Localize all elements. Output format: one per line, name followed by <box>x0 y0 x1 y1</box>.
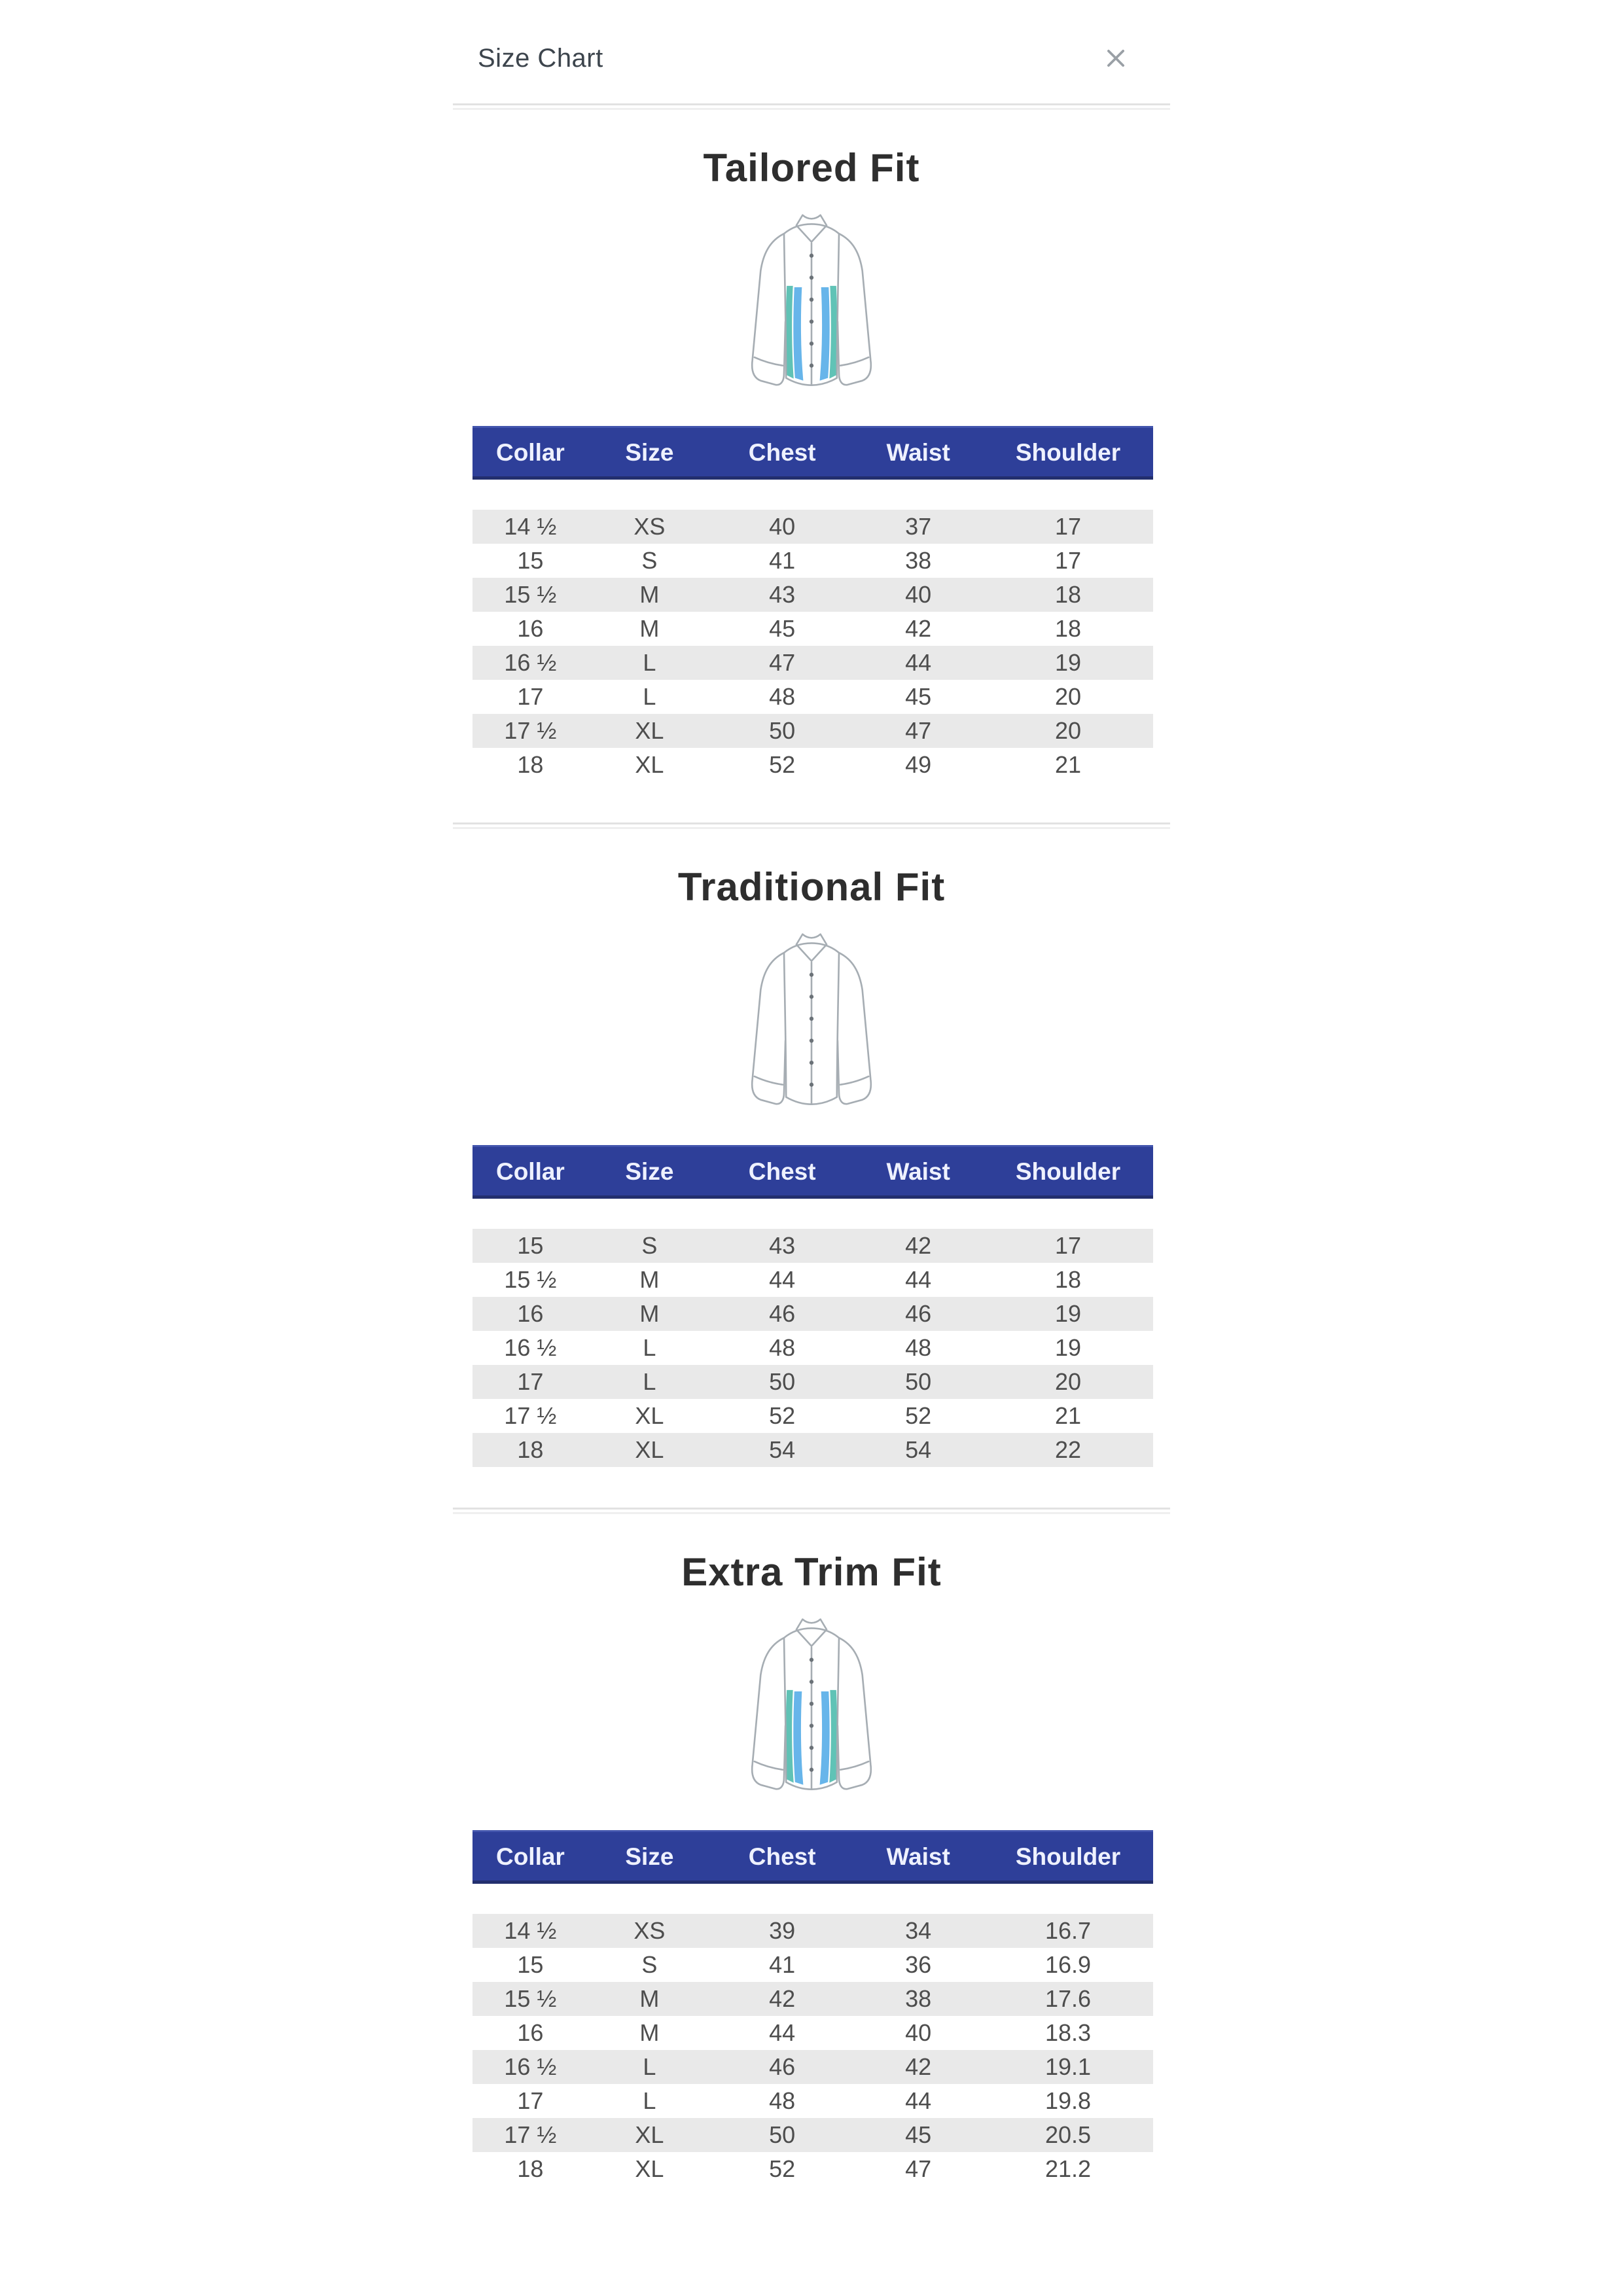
cell-chest: 41 <box>769 1951 796 1978</box>
cell-waist: 42 <box>905 1232 932 1259</box>
cell-shoulder: 19.1 <box>1044 2053 1092 2080</box>
shirt-illustration <box>453 205 1170 414</box>
cell-collar: 15 <box>517 547 544 574</box>
cell-waist: 44 <box>905 2087 932 2114</box>
fit-section <box>453 1549 1170 2186</box>
table-gap-row <box>473 480 1153 510</box>
cell-size: M <box>639 581 660 608</box>
cell-shoulder: 20 <box>1054 1368 1081 1395</box>
size-row <box>473 2050 1153 2084</box>
cell-collar: 16 ½ <box>504 1334 557 1361</box>
cell-waist: 38 <box>905 547 932 574</box>
cell-chest: 41 <box>769 547 796 574</box>
cell-chest: 48 <box>769 683 796 710</box>
cell-waist: 34 <box>905 1917 932 1944</box>
cell-chest: 54 <box>769 1436 796 1463</box>
size-row <box>473 544 1153 578</box>
cell-waist: 45 <box>905 2121 932 2148</box>
cell-size: S <box>641 547 658 574</box>
size-row <box>473 1229 1153 1263</box>
table-gap-row <box>473 1884 1153 1914</box>
cell-waist: 40 <box>905 2019 932 2046</box>
table-header-row <box>473 1145 1153 1199</box>
size-table <box>473 1145 1153 1467</box>
size-row <box>473 646 1153 680</box>
cell-chest: 39 <box>769 1917 796 1944</box>
size-row <box>473 1297 1153 1331</box>
cell-waist: 42 <box>905 615 932 642</box>
cell-collar: 16 <box>517 2019 544 2046</box>
cell-shoulder: 17 <box>1054 1232 1081 1259</box>
cell-size: XS <box>633 1917 666 1944</box>
cell-shoulder: 20 <box>1054 683 1081 710</box>
cell-size: XL <box>635 2155 664 2182</box>
size-row <box>473 1399 1153 1433</box>
cell-waist: 38 <box>905 1985 932 2012</box>
size-row <box>473 2152 1153 2186</box>
modal-title: Size Chart <box>478 43 603 73</box>
cell-chest: 47 <box>769 649 796 676</box>
size-row <box>473 714 1153 748</box>
cell-waist: 44 <box>905 649 932 676</box>
cell-shoulder: 20 <box>1054 717 1081 744</box>
table-body <box>473 1229 1153 1467</box>
cell-size: XL <box>635 1436 664 1463</box>
size-row <box>473 2084 1153 2118</box>
cell-chest: 46 <box>769 1300 796 1327</box>
cell-collar: 17 <box>517 683 544 710</box>
cell-chest: 52 <box>769 2155 796 2182</box>
cell-waist: 46 <box>905 1300 932 1327</box>
cell-shoulder: 19 <box>1054 1300 1081 1327</box>
cell-collar: 15 ½ <box>504 1985 557 2012</box>
cell-waist: 47 <box>905 717 932 744</box>
table-header-row <box>473 426 1153 480</box>
cell-shoulder: 16.7 <box>1044 1917 1092 1944</box>
close-button[interactable] <box>1099 42 1132 75</box>
cell-shoulder: 19 <box>1054 649 1081 676</box>
cell-shoulder: 18.3 <box>1044 2019 1092 2046</box>
size-row <box>473 1433 1153 1467</box>
shirt-illustration <box>453 1609 1170 1818</box>
size-row <box>473 1914 1153 1948</box>
cell-collar: 14 ½ <box>504 513 557 540</box>
cell-collar: 18 <box>517 751 544 778</box>
cell-shoulder: 21 <box>1054 1402 1081 1429</box>
column-header-shoulder: Shoulder <box>983 1830 1153 1884</box>
size-row <box>473 1331 1153 1365</box>
cell-collar: 16 <box>517 615 544 642</box>
size-row <box>473 1982 1153 2016</box>
cell-collar: 18 <box>517 1436 544 1463</box>
cell-chest: 50 <box>769 717 796 744</box>
cell-shoulder: 20.5 <box>1044 2121 1092 2148</box>
cell-collar: 17 ½ <box>504 1402 557 1429</box>
cell-shoulder: 18 <box>1054 1266 1081 1293</box>
cell-size: XL <box>635 2121 664 2148</box>
cell-waist: 47 <box>905 2155 932 2182</box>
table-body <box>473 510 1153 782</box>
cell-shoulder: 17 <box>1054 547 1081 574</box>
table-header-row <box>473 1830 1153 1884</box>
cell-waist: 50 <box>905 1368 932 1395</box>
cell-size: L <box>643 1334 656 1361</box>
cell-size: L <box>643 649 656 676</box>
size-row <box>473 748 1153 782</box>
shirt-icon <box>729 924 894 1130</box>
cell-chest: 45 <box>769 615 796 642</box>
column-header-size: Size <box>588 1145 711 1199</box>
cell-chest: 44 <box>769 2019 796 2046</box>
size-table <box>473 1830 1153 2186</box>
cell-shoulder: 16.9 <box>1044 1951 1092 1978</box>
cell-collar: 16 <box>517 1300 544 1327</box>
column-header-size: Size <box>588 1830 711 1884</box>
size-row <box>473 1365 1153 1399</box>
cell-size: L <box>643 683 656 710</box>
cell-collar: 14 ½ <box>504 1917 557 1944</box>
cell-waist: 37 <box>905 513 932 540</box>
cell-chest: 46 <box>769 2053 796 2080</box>
column-header-chest: Chest <box>711 1830 853 1884</box>
column-header-collar: Collar <box>473 426 588 480</box>
section-divider <box>453 1508 1170 1514</box>
column-header-shoulder: Shoulder <box>983 426 1153 480</box>
column-header-waist: Waist <box>853 1145 983 1199</box>
column-header-collar: Collar <box>473 1830 588 1884</box>
cell-chest: 48 <box>769 1334 796 1361</box>
cell-shoulder: 19.8 <box>1044 2087 1092 2114</box>
cell-size: XL <box>635 717 664 744</box>
cell-collar: 17 ½ <box>504 2121 557 2148</box>
cell-chest: 50 <box>769 2121 796 2148</box>
cell-shoulder: 21.2 <box>1044 2155 1092 2182</box>
size-row <box>473 1948 1153 1982</box>
size-row <box>473 2118 1153 2152</box>
cell-waist: 49 <box>905 751 932 778</box>
column-header-waist: Waist <box>853 1830 983 1884</box>
cell-chest: 43 <box>769 581 796 608</box>
column-header-waist: Waist <box>853 426 983 480</box>
size-row <box>473 2016 1153 2050</box>
size-row <box>473 612 1153 646</box>
cell-collar: 17 <box>517 2087 544 2114</box>
cell-collar: 16 ½ <box>504 649 557 676</box>
cell-chest: 50 <box>769 1368 796 1395</box>
cell-size: S <box>641 1232 658 1259</box>
fit-section <box>453 864 1170 1514</box>
cell-waist: 42 <box>905 2053 932 2080</box>
cell-size: M <box>639 1985 660 2012</box>
modal-header <box>453 42 1170 75</box>
size-row <box>473 1263 1153 1297</box>
cell-shoulder: 22 <box>1054 1436 1081 1463</box>
fit-sections-container <box>453 145 1170 2186</box>
shirt-icon <box>729 1609 894 1815</box>
cell-size: M <box>639 615 660 642</box>
section-divider <box>453 822 1170 829</box>
close-icon <box>1103 46 1128 71</box>
size-row <box>473 510 1153 544</box>
fit-section-title: Traditional Fit <box>677 865 946 909</box>
table-gap-row <box>473 1199 1153 1229</box>
size-table <box>473 426 1153 782</box>
cell-waist: 54 <box>905 1436 932 1463</box>
shirt-illustration <box>453 924 1170 1133</box>
cell-size: M <box>639 1300 660 1327</box>
cell-size: XL <box>635 1402 664 1429</box>
fit-section-title: Extra Trim Fit <box>681 1550 942 1594</box>
cell-chest: 44 <box>769 1266 796 1293</box>
cell-size: L <box>643 2053 656 2080</box>
cell-size: S <box>641 1951 658 1978</box>
size-chart-modal <box>453 0 1170 2186</box>
shirt-icon <box>729 205 894 411</box>
cell-shoulder: 17.6 <box>1044 1985 1092 2012</box>
cell-waist: 44 <box>905 1266 932 1293</box>
cell-collar: 16 ½ <box>504 2053 557 2080</box>
column-header-chest: Chest <box>711 1145 853 1199</box>
cell-collar: 15 <box>517 1232 544 1259</box>
cell-chest: 40 <box>769 513 796 540</box>
cell-waist: 52 <box>905 1402 932 1429</box>
cell-collar: 15 <box>517 1951 544 1978</box>
cell-chest: 52 <box>769 1402 796 1429</box>
fit-section-title: Tailored Fit <box>703 146 920 190</box>
cell-waist: 36 <box>905 1951 932 1978</box>
table-body <box>473 1914 1153 2186</box>
cell-collar: 17 ½ <box>504 717 557 744</box>
column-header-chest: Chest <box>711 426 853 480</box>
size-row <box>473 680 1153 714</box>
cell-size: M <box>639 2019 660 2046</box>
column-header-shoulder: Shoulder <box>983 1145 1153 1199</box>
cell-shoulder: 17 <box>1054 513 1081 540</box>
cell-waist: 45 <box>905 683 932 710</box>
cell-chest: 42 <box>769 1985 796 2012</box>
cell-waist: 40 <box>905 581 932 608</box>
cell-size: XS <box>633 513 666 540</box>
header-divider <box>453 103 1170 110</box>
cell-collar: 17 <box>517 1368 544 1395</box>
cell-shoulder: 21 <box>1054 751 1081 778</box>
cell-collar: 15 ½ <box>504 581 557 608</box>
column-header-size: Size <box>588 426 711 480</box>
cell-size: L <box>643 1368 656 1395</box>
cell-shoulder: 18 <box>1054 615 1081 642</box>
fit-section <box>453 145 1170 829</box>
cell-size: L <box>643 2087 656 2114</box>
cell-waist: 48 <box>905 1334 932 1361</box>
column-header-collar: Collar <box>473 1145 588 1199</box>
cell-collar: 15 ½ <box>504 1266 557 1293</box>
cell-shoulder: 18 <box>1054 581 1081 608</box>
cell-chest: 52 <box>769 751 796 778</box>
cell-collar: 18 <box>517 2155 544 2182</box>
cell-chest: 43 <box>769 1232 796 1259</box>
cell-shoulder: 19 <box>1054 1334 1081 1361</box>
cell-size: M <box>639 1266 660 1293</box>
cell-chest: 48 <box>769 2087 796 2114</box>
size-row <box>473 578 1153 612</box>
cell-size: XL <box>635 751 664 778</box>
